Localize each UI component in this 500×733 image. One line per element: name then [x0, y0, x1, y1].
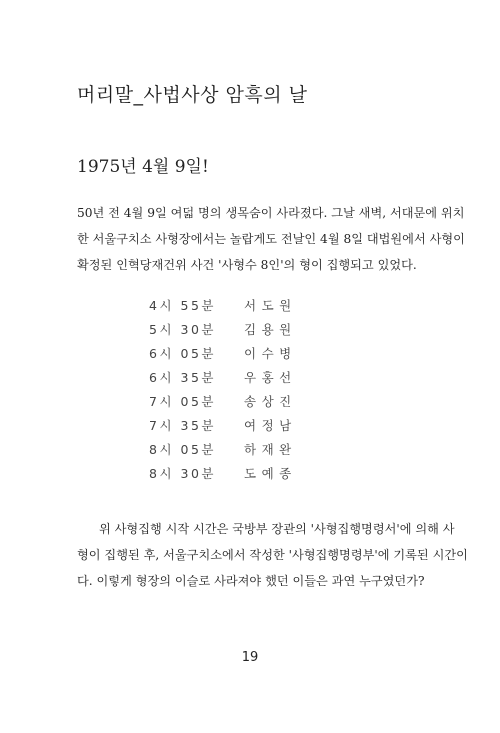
executed-person-name: 도예종	[244, 466, 297, 481]
paragraph-line: 형이 집행된 후, 서울구치소에서 작성한 '사형집행명령부'에 기록된 시간이	[77, 548, 468, 562]
execution-time: 6시 35분	[149, 370, 216, 385]
execution-time: 8시 30분	[149, 466, 216, 481]
executed-person-name: 송상진	[244, 394, 297, 409]
page-number: 19	[241, 650, 259, 665]
intro-paragraph	[77, 200, 465, 278]
execution-time: 5시 30분	[149, 322, 216, 337]
execution-time: 7시 35분	[149, 418, 216, 433]
executed-person-name: 김용원	[244, 322, 297, 337]
paragraph-line: 위 사형집행 시작 시간은 국방부 장관의 '사형집행명령서'에 의해 사	[99, 522, 455, 536]
execution-time: 8시 05분	[149, 442, 216, 457]
execution-time: 6시 05분	[149, 346, 216, 361]
date-heading: 1975년 4월 9일!	[77, 157, 209, 177]
paragraph-line: 한 서울구치소 사형장에서는 놀랍게도 전날인 4월 8일 대법원에서 사형이	[77, 232, 465, 246]
executed-person-name: 우홍선	[244, 370, 297, 385]
paragraph-line: 다. 이렇게 형장의 이슬로 사라져야 했던 이들은 과연 누구였던가?	[77, 574, 425, 588]
executed-person-name: 하재완	[244, 442, 297, 457]
execution-time: 7시 05분	[149, 394, 216, 409]
chapter-heading: 머리말_사법사상 암흑의 날	[77, 84, 308, 106]
executed-person-name: 이수병	[244, 346, 297, 361]
closing-paragraph	[77, 516, 468, 594]
executed-person-name: 서도원	[244, 298, 297, 313]
execution-time: 4시 55분	[149, 298, 216, 313]
executed-person-name: 여정남	[244, 418, 297, 433]
paragraph-line: 확정된 인혁당재건위 사건 '사형수 8인'의 형이 집행되고 있었다.	[77, 258, 417, 272]
paragraph-line: 50년 전 4월 9일 여덟 명의 생목숨이 사라졌다. 그날 새벽, 서대문에 위치	[77, 206, 465, 220]
